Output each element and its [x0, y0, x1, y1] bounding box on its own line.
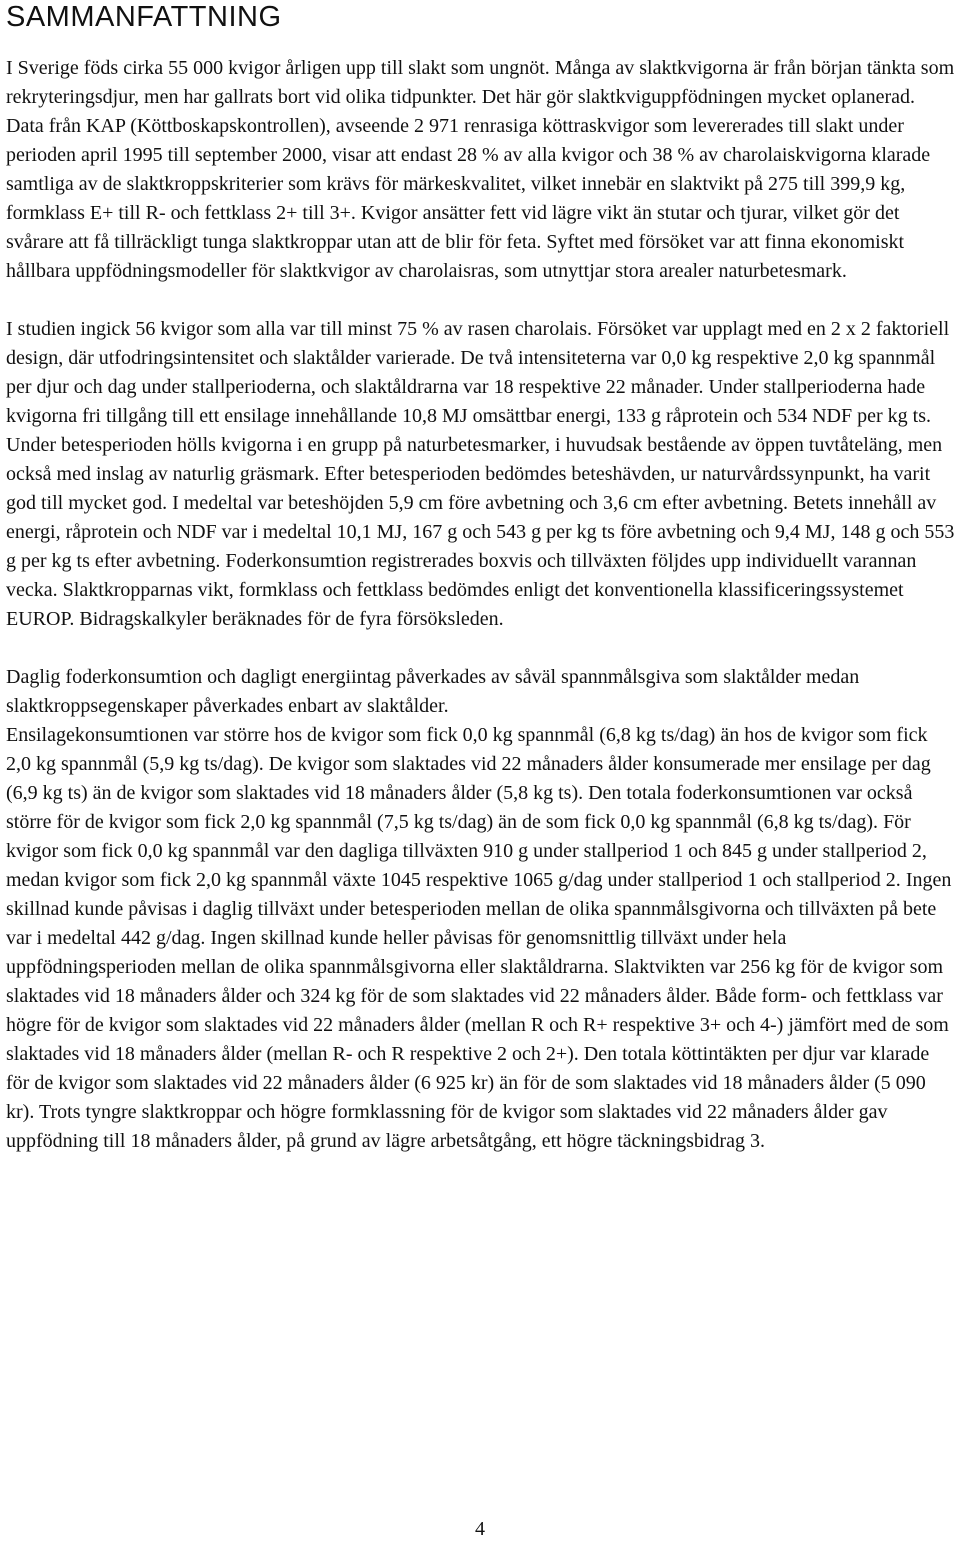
paragraph-results-detail — [6, 721, 956, 1156]
sentence: Ingen skillnad kunde påvisas i daglig tillväxt under betesperioden mellan de olika spannmålsgivorna och tillväxten på bete var i medeltal 442 g/dag. — [6, 869, 952, 949]
sentence: Det här gör slaktkviguppfödningen mycket oplanerad. — [481, 86, 915, 108]
sentence: I studien ingick 56 kvigor som alla var till minst 75 % av rasen charolais. — [6, 318, 592, 340]
sentence: Många av slaktkvigorna är från början tänkta som rekryteringsdjur, men har gallrats bort vid olika tidpunkter. — [6, 57, 955, 108]
section-heading: SAMMANFATTNING — [6, 1, 282, 33]
page-number: 4 — [475, 1518, 485, 1540]
sentence: De kvigor som slaktades vid 22 månaders ålder konsumerade mer ensilage per dag (6,9 kg ts) än de kvigor som slaktades vid 18 månaders ålder (5,8 kg ts). — [6, 753, 931, 804]
sentence: Data från KAP (Köttboskapskontrollen), avseende 2 971 renrasiga köttraskvigor som levererades till slakt under perioden april 1995 till september 2000, visar att endast 28 % av alla kvigor och 38 % av charolaiskvigorna klarade samtliga av de slaktkroppskriterier som krävs för märkeskvalitet, vilket innebär en slaktvikt på 275 till 399,9 kg, formklass E+ till R- och fettklass 2+ till 3+. — [6, 115, 931, 224]
sentence: I Sverige föds cirka 55 000 kvigor årligen upp till slakt som ungnöt. — [6, 57, 550, 79]
paragraph-background — [6, 54, 956, 286]
sentence: Betets innehåll av energi, råprotein och NDF var i medeltal 10,1 MJ, 167 g och 543 g per kg ts före avbetning och 9,4 MJ, 148 g och 553 g per kg ts efter avbetning. — [6, 492, 955, 572]
sentence: Ingen skillnad kunde heller påvisas för genomsnittlig tillväxt under hela uppfödningsperioden mellan de olika spannmålsgivorna eller slaktåldrarna. — [6, 927, 787, 978]
sentence: Den totala köttintäkten per djur var klarade för de kvigor som slaktades vid 22 månaders ålder (6 925 kr) än för de som slaktades vid 18 månaders ålder (5 090 kr). — [6, 1043, 930, 1123]
sentence: Foderkonsumtion registrerades boxvis och tillväxten följdes upp individuellt varannan vecka. — [6, 550, 917, 601]
sentence: I medeltal var beteshöjden 5,9 cm före avbetning och 3,6 cm efter avbetning. — [172, 492, 788, 514]
sentence: Daglig foderkonsumtion och dagligt energiintag påverkades av såväl spannmålsgiva som slaktålder medan slaktkroppsegenskaper påverkades enbart av slaktålder. — [6, 666, 860, 717]
sentence: Bidragskalkyler beräknades för de fyra försöksleden. — [79, 608, 504, 630]
sentence: Den totala foderkonsumtionen var också större för de kvigor som fick 2,0 kg spannmål (7,5 kg ts/dag) än de som fick 0,0 kg spannmål (6,8 kg ts/dag). — [6, 782, 913, 833]
sentence: Försöket var upplagt med en 2 x 2 faktoriell design, där utfodringsintensitet och slaktålder varierade. — [6, 318, 950, 369]
sentence: Syftet med försöket var att finna ekonomiskt hållbara uppfödningsmodeller för slaktkvigor av charolaisras, som utnyttjar stora arealer naturbetesmark. — [6, 231, 905, 282]
sentence: Slaktvikten var 256 kg för de kvigor som slaktades vid 18 månaders ålder och 324 kg för de som slaktades vid 22 månaders ålder. — [6, 956, 944, 1007]
sentence: Ensilagekonsumtionen var större hos de kvigor som fick 0,0 kg spannmål (6,8 kg ts/dag) än hos de kvigor som fick 2,0 kg spannmål (5,9 kg ts/dag). — [6, 724, 928, 775]
sentence: Efter betesperioden bedömdes beteshävden, ur naturvårdssynpunkt, ha varit god till mycket god. — [6, 463, 931, 514]
sentence: Både form- och fettklass var högre för de kvigor som slaktades vid 22 månaders ålder (mellan R och R+ respektive 3+ och 4-) jämfört med de som slaktades vid 18 månaders ålder (mellan R- och R respektive 2 och 2+). — [6, 985, 949, 1065]
sentence: Slaktkropparnas vikt, formklass och fettklass bedömdes enligt det konventionella klassificeringssystemet EUROP. — [6, 579, 904, 630]
sentence: Trots tyngre slaktkroppar och högre formklassning för de kvigor som slaktades vid 22 månaders ålder gav uppfödning till 18 månaders ålder, på grund av lägre arbetsåtgång, ett högre täckningsbidrag 3. — [6, 1101, 888, 1152]
sentence: Under betesperioden hölls kvigorna i en grupp på naturbetesmarker, i huvudsak bestående av öppen tuvtåteläng, men också med inslag av naturlig gräsmark. — [6, 434, 943, 485]
paragraph-results-intro — [6, 663, 956, 721]
sentence: Kvigor ansätter fett vid lägre vikt än stutar och tjurar, vilket gör det svårare att få tillräckligt tunga slaktkroppar utan att de blir för feta. — [6, 202, 900, 253]
document-page — [6, 0, 956, 1156]
sentence: För kvigor som fick 0,0 kg spannmål var den dagliga tillväxten 910 g under stallperiod 1 och 845 g under stallperiod 2, medan kvigor som fick 2,0 kg spannmål växte 1045 respektive 1065 g/dag under stallperiod 1 och stallperiod 2. — [6, 811, 927, 891]
sentence: Under stallperioderna hade kvigorna fri tillgång till ett ensilage innehållande 10,8 MJ omsättbar energi, 133 g råprotein och 534 NDF per kg ts. — [6, 376, 931, 427]
paragraph-study-design — [6, 315, 956, 634]
sentence: De två intensiteterna var 0,0 kg respektive 2,0 kg spannmål per djur och dag under stallperioderna, och slaktåldrarna var 18 respektive 22 månader. — [6, 347, 936, 398]
